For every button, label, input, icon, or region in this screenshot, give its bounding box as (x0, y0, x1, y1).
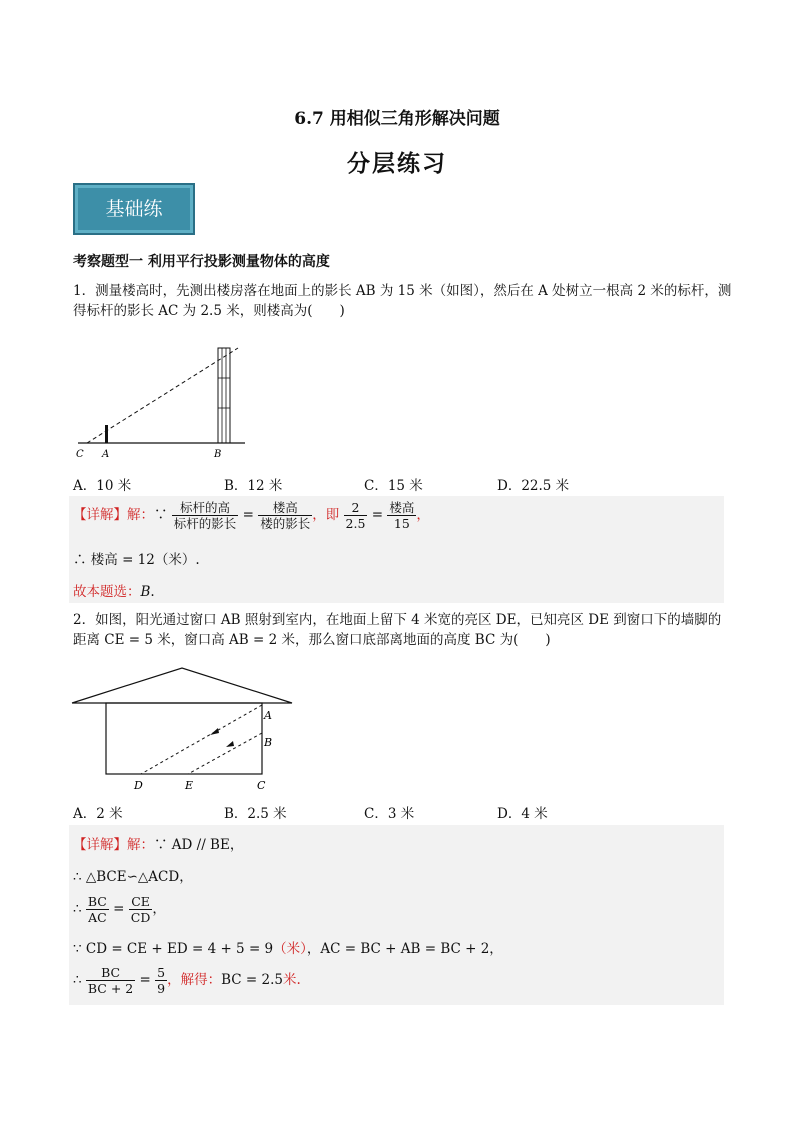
question-1-text: 1．测量楼高时，先测出楼房落在地面上的影长 AB 为 15 米（如图），然后在 A 处树立一根高 2 米的标杆，测得标杆的影长 AC 为 2.5 米，则楼高为( ) (73, 283, 732, 319)
q1-option-c[interactable]: C．15 米 (364, 478, 423, 494)
section-heading: 考察题型一 利用平行投影测量物体的高度 (73, 254, 330, 270)
page-title: 6.7 用相似三角形解决问题 (294, 109, 500, 129)
fig1-label-a: A (102, 449, 110, 460)
q2-solution-line-2: ∴ △BCE∽△ACD， (73, 869, 193, 885)
fraction: $\frac{\text{楼高}}{\text{楼的影长}}$ (260, 500, 311, 531)
q1-option-a[interactable]: A．10 米 (73, 478, 132, 494)
fraction: $\frac{\text{楼高}}{15}$ (389, 500, 415, 531)
q1-solution-line-2: ∴ 楼高 = 12（米）. (73, 552, 200, 568)
fig1-label-c: C (76, 449, 84, 460)
fig2-label-e: E (185, 779, 194, 792)
q2-option-c[interactable]: C．3 米 (364, 806, 415, 822)
q2-solution-line-5: ∴ $\frac{BC}{BC + 2}$ = $\frac{5}{9}$ ，解得：BC = 2.5米. (73, 965, 301, 996)
fig2-label-d: D (134, 779, 143, 792)
page-subtitle: 分层练习 (347, 150, 447, 177)
fig2-label-b: B (264, 736, 273, 749)
fraction: $\frac{\text{标杆的高}}{\text{标杆的影长}}$ (173, 500, 237, 531)
q1-solution-line-1: 【详解】解：∵ $\frac{\text{标杆的高}}{\text{标杆的影长}}$ = $\frac{\text{楼高}}{\text{楼的影长}}$ ，即 $\frac{2}{2.5}$ = $\frac{\text{楼高}}{15}$ ， (73, 500, 430, 531)
fraction: $\frac{5}{9}$ (157, 965, 166, 996)
q1-option-d[interactable]: D．22.5 米 (497, 478, 570, 494)
q1-option-b[interactable]: B．12 米 (224, 478, 283, 494)
fig2-label-a: A (264, 709, 272, 722)
q2-option-d[interactable]: D．4 米 (497, 806, 548, 822)
figure-2 (70, 665, 300, 795)
fraction: $\frac{BC}{BC + 2}$ (87, 965, 134, 996)
figure-1 (70, 340, 250, 465)
fraction: $\frac{2}{2.5}$ (345, 500, 366, 531)
question-2-text: 2．如图，阳光通过窗口 AB 照射到室内，在地面上留下 4 米宽的亮区 DE，已知亮区 DE 到窗口下的墙脚的距离 CE = 5 米，窗口高 AB = 2 米，那么窗口底部离地面的高度 BC 为( ) (73, 612, 722, 648)
fig1-label-b: B (214, 449, 222, 460)
fraction: $\frac{BC}{AC}$ (87, 894, 107, 925)
q2-solution-line-1: 【详解】解：∵ AD // BE， (73, 837, 244, 853)
q2-solution-line-4: ∵ CD = CE + ED = 4 + 5 = 9（米），AC = BC + AB = BC + 2， (73, 941, 503, 957)
q1-solution-line-3: 故本题选：B. (73, 584, 155, 600)
fig2-label-c: C (257, 779, 266, 792)
section-badge: 基础练 (73, 183, 195, 235)
q2-option-a[interactable]: A．2 米 (73, 806, 123, 822)
q2-option-b[interactable]: B．2.5 米 (224, 806, 287, 822)
q2-solution-line-3: ∴ $\frac{BC}{AC}$ = $\frac{CE}{CD}$ ， (73, 894, 166, 925)
fraction: $\frac{CE}{CD}$ (130, 894, 151, 925)
